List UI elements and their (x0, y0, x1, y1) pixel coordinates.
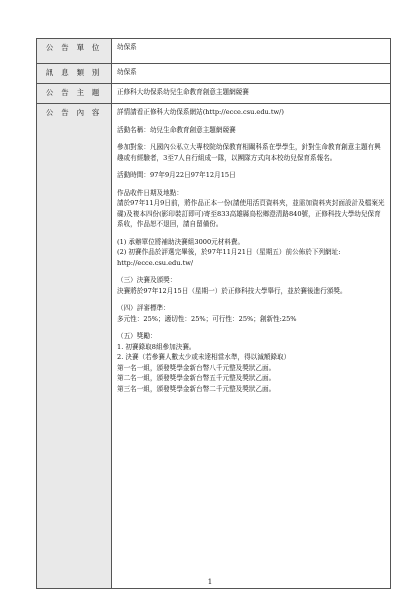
website-note: 詳情請看正修科大幼保系網站(http://ecce.csu.edu.tw/) (117, 108, 284, 116)
announcement-table (36, 38, 391, 589)
participants: 參加對象：凡國內公私立大專校院幼保教育相關科系在學學生，針對生命教育創意主題有興趣或有經驗者，3至7人自行組成一隊，以團隊方式向本校幼兒保育系報名。 (117, 143, 381, 162)
content-body (112, 104, 391, 589)
awards-title: （五）獎勵： (117, 332, 157, 340)
awards-line-1: 1. 初賽錄取8組參加決賽。 (117, 342, 196, 351)
category-label: 訊 息 類 別 (37, 64, 112, 84)
subject-value: 正修科大幼保系幼兒生命教育創意主題網競賽 (112, 84, 391, 104)
unit-row (37, 39, 391, 64)
submission-title: 作品收件日期及地點： (117, 188, 183, 197)
criteria-title: （四）評審標準： (117, 304, 170, 312)
subject-row (37, 84, 391, 104)
subject-label: 公 告 主 題 (37, 84, 112, 104)
page-number: 1 (207, 578, 213, 586)
subsidy-note: (1) 承辦單位將補助決賽組3000元材料費。 (117, 237, 245, 246)
final-body: 決賽將於97年12月15日（星期一）於正修科技大學舉行，並於賽後進行頒獎。 (117, 286, 347, 295)
activity-period: 活動時間：97年9月22日97年12月15日 (117, 171, 236, 179)
content-label: 公 告 內 容 (37, 104, 112, 589)
final-title: （三）決賽及頒獎： (117, 276, 177, 284)
category-value: 幼保系 (112, 64, 391, 84)
unit-label: 公 告 單 位 (37, 39, 112, 64)
awards-line-4: 第二名一組，頒發獎學金新台幣五千元整及獎狀乙面。 (117, 374, 276, 382)
submission-body: 請於97年11月9日前，將作品正本一份(請使用活頁資料夾，並需加資料夾封面設計及檔案光碟)及複本四份(影印裝訂即可)寄至833高雄縣鳥松鄉澄清路840號，正修科技大學幼兒保育系收，作品恕不退回，請自留備份。 (117, 199, 385, 228)
criteria-body: 多元性：25%；適切性：25%；可行性：25%；創新性:25% (117, 314, 297, 323)
awards-line-2: 2. 決賽（若參賽人數太少或未達相當水準，得以減額錄取） (117, 353, 291, 361)
category-row (37, 64, 391, 84)
activity-name: 活動名稱：幼兒生命教育創意主題網競賽 (117, 125, 236, 134)
content-row (37, 104, 391, 589)
unit-value: 幼保系 (112, 39, 391, 64)
preliminary-results: (2) 初賽作品於評選完畢後，於97年11月21日（星期五）前公佈於下列網址: http://ecce.csu.edu.tw/ (117, 248, 341, 267)
awards-line-3: 第一名一組，頒發獎學金新台幣八千元整及獎狀乙面。 (117, 363, 276, 372)
awards-line-5: 第三名一組，頒發獎學金新台幣二千元整及獎狀乙面。 (117, 384, 276, 393)
